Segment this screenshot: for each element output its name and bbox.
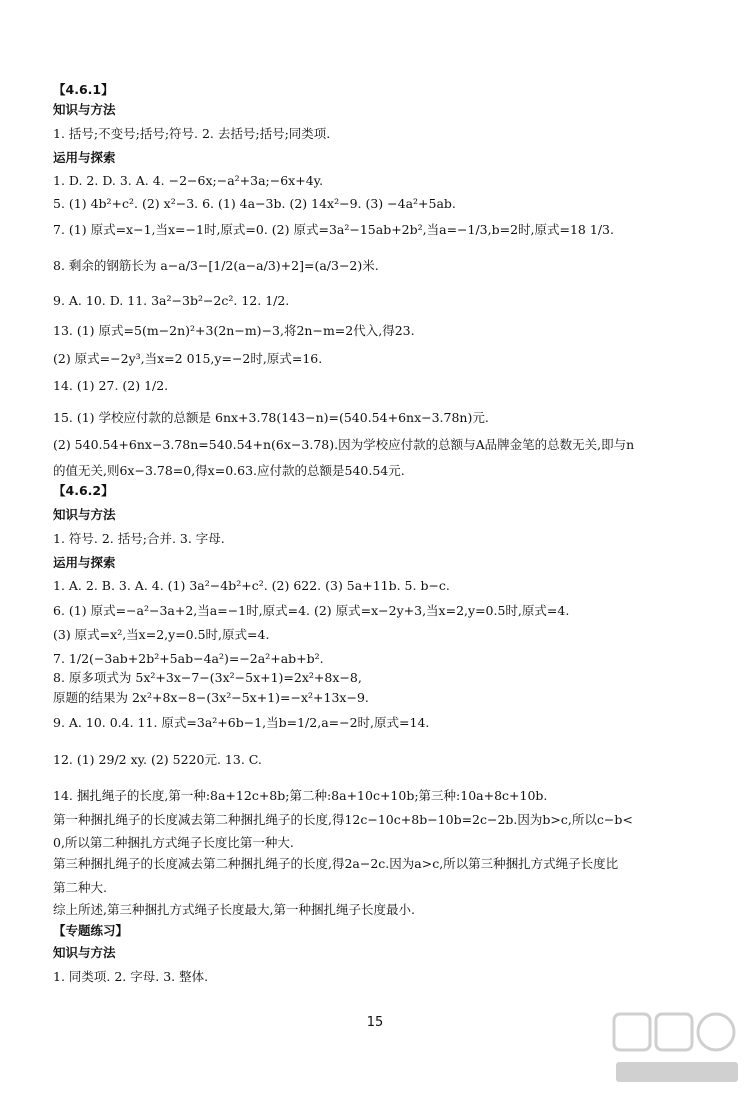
answer-line: (2) 540.54+6nx−3.78n=540.54+n(6x−3.78).因为学校应付款的总额与A品牌金笔的总数无关,即与n: [53, 437, 635, 452]
answer-line: 15. (1) 学校应付款的总额是 6nx+3.78(143−n)=(540.54+6nx−3.78n)元.: [53, 410, 489, 425]
answer-line: 12. (1) 29/2 xy. (2) 5220元. 13. C.: [53, 752, 262, 767]
answer-line: 第二种大.: [53, 880, 107, 895]
answer-line: (2) 原式=−2y³,当x=2 015,y=−2时,原式=16.: [53, 351, 323, 366]
answer-line: 1. 同类项. 2. 字母. 3. 整体.: [53, 969, 209, 984]
answer-line: 7. (1) 原式=x−1,当x=−1时,原式=0. (2) 原式=3a²−15ab+2b²,当a=−1/3,b=2时,原式=18 1/3.: [53, 222, 614, 237]
answer-line: 第一种捆扎绳子的长度减去第二种捆扎绳子的长度,得12c−10c+8b−10b=2c−2b.因为b>c,所以c−b<: [53, 812, 633, 827]
section-heading: 知识与方法: [53, 102, 116, 117]
section-heading: 运用与探索: [53, 555, 116, 570]
section-heading: 【专题练习】: [53, 923, 129, 938]
answer-line: 1. 符号. 2. 括号;合并. 3. 字母.: [53, 531, 225, 546]
section-heading: 【4.6.1】: [53, 82, 114, 97]
section-heading: 【4.6.2】: [53, 483, 114, 498]
answer-line: 0,所以第二种捆扎方式绳子长度比第一种大.: [53, 835, 294, 850]
answer-line: 原题的结果为 2x²+8x−8−(3x²−5x+1)=−x²+13x−9.: [53, 690, 369, 705]
answer-line: 1. A. 2. B. 3. A. 4. (1) 3a²−4b²+c². (2) 622. (3) 5a+11b. 5. b−c.: [53, 578, 450, 593]
answer-line: 的值无关,则6x−3.78=0,得x=0.63.应付款的总额是540.54元.: [53, 463, 405, 478]
watermark-logo: [610, 1010, 742, 1088]
answer-line: 14. 捆扎绳子的长度,第一种:8a+12c+8b;第二种:8a+10c+10b;第三种:10a+8c+10b.: [53, 788, 548, 803]
answer-line: (3) 原式=x²,当x=2,y=0.5时,原式=4.: [53, 627, 270, 642]
section-heading: 运用与探索: [53, 150, 116, 165]
answer-line: 6. (1) 原式=−a²−3a+2,当a=−1时,原式=4. (2) 原式=x−2y+3,当x=2,y=0.5时,原式=4.: [53, 603, 570, 618]
answer-line: 13. (1) 原式=5(m−2n)²+3(2n−m)−3,将2n−m=2代入,得23.: [53, 323, 415, 338]
section-heading: 知识与方法: [53, 945, 116, 960]
answer-line: 1. 括号;不变号;括号;符号. 2. 去括号;括号;同类项.: [53, 126, 331, 141]
section-heading: 知识与方法: [53, 507, 116, 522]
answer-line: 5. (1) 4b²+c². (2) x²−3. 6. (1) 4a−3b. (2) 14x²−9. (3) −4a²+5ab.: [53, 196, 456, 211]
answer-line: 综上所述,第三种捆扎方式绳子长度最大,第一种捆扎绳子长度最小.: [53, 902, 415, 917]
answer-line: 1. D. 2. D. 3. A. 4. −2−6x;−a²+3a;−6x+4y.: [53, 173, 324, 188]
answer-line: 第三种捆扎绳子的长度减去第二种捆扎绳子的长度,得2a−2c.因为a>c,所以第三种捆扎方式绳子长度比: [53, 856, 619, 871]
answer-line: 9. A. 10. 0.4. 11. 原式=3a²+6b−1,当b=1/2,a=−2时,原式=14.: [53, 715, 430, 730]
answer-line: 8. 原多项式为 5x²+3x−7−(3x²−5x+1)=2x²+8x−8,: [53, 670, 362, 685]
page-number: 15: [366, 1015, 384, 1030]
answer-line: 7. 1/2(−3ab+2b²+5ab−4a²)=−2a²+ab+b².: [53, 651, 324, 666]
answer-line: 8. 剩余的钢筋长为 a−a/3−[1/2(a−a/3)+2]=(a/3−2)米.: [53, 258, 379, 273]
answer-line: 14. (1) 27. (2) 1/2.: [53, 378, 169, 393]
answer-line: 9. A. 10. D. 11. 3a²−3b²−2c². 12. 1/2.: [53, 293, 290, 308]
